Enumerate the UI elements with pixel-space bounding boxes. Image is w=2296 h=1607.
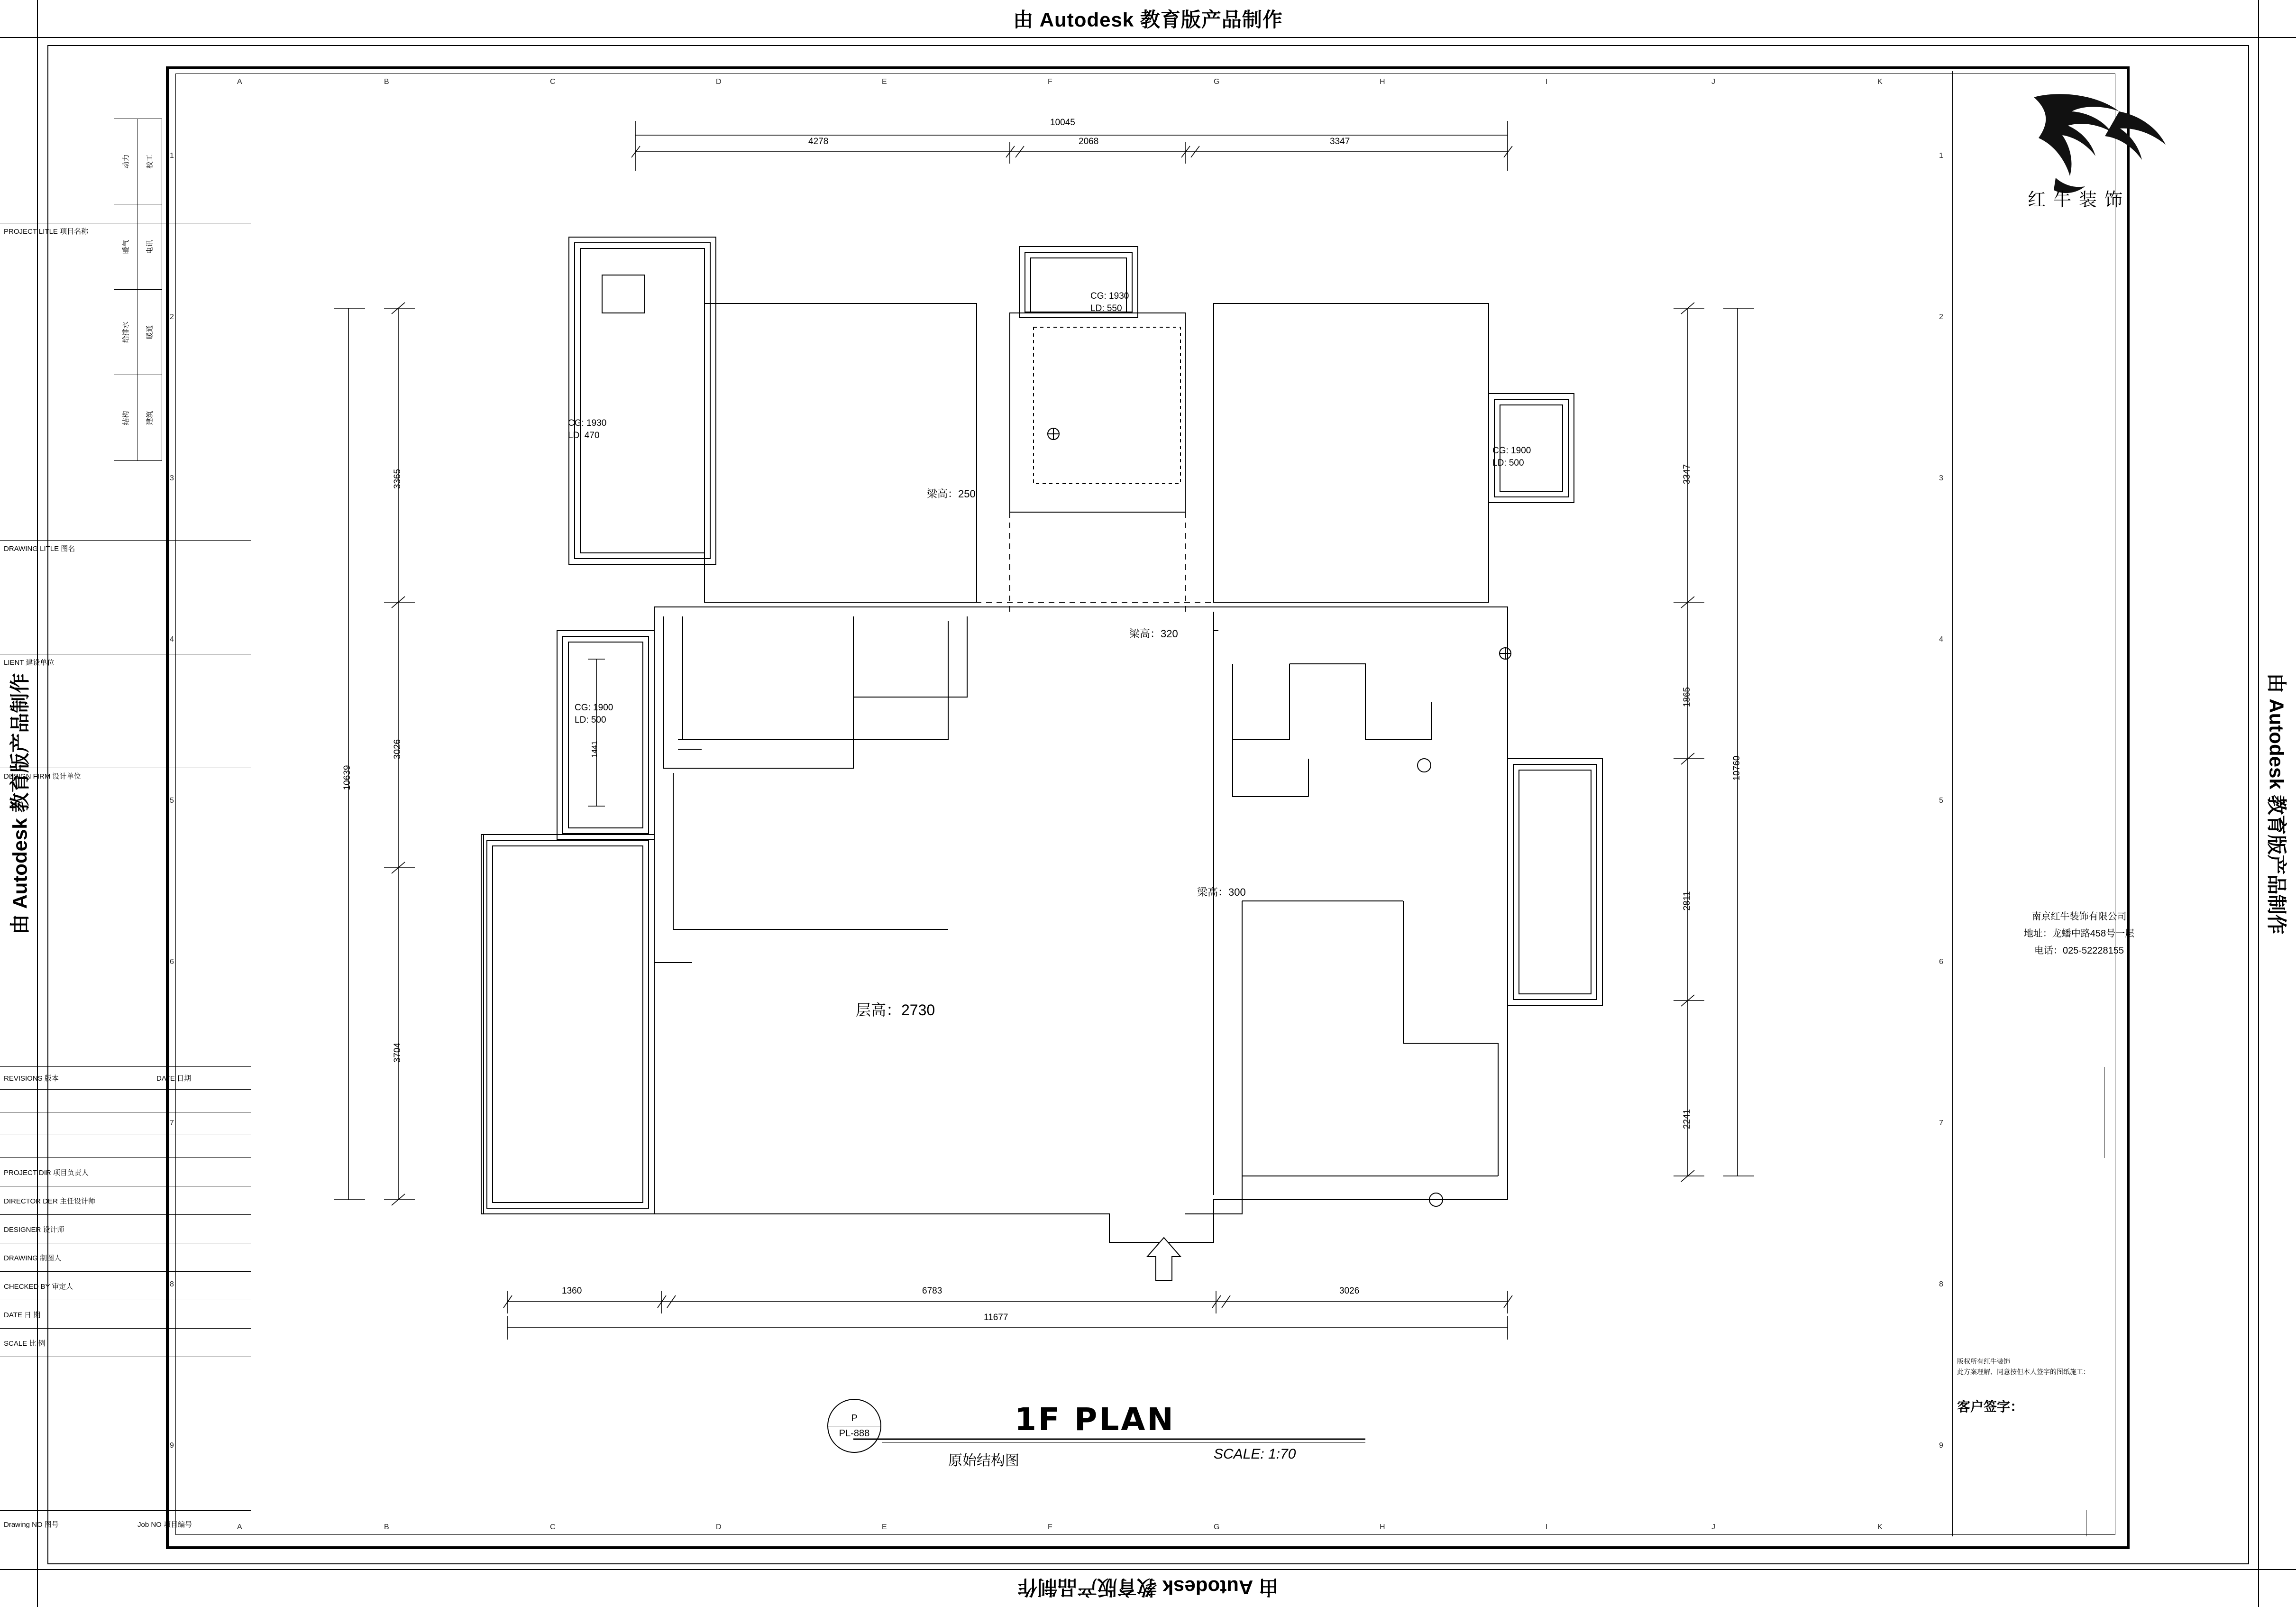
window-tag-4-cg: CG: 1900 [575,703,613,713]
ruler-letter-f-bottom: F [1048,1523,1052,1531]
tb-label-drawing-no: Drawing NO 图号 [4,1521,59,1529]
dim-top-total: 10045 [1050,118,1075,128]
ruler-number-1-left: 1 [170,152,174,160]
brand-name: 红牛装饰 [2027,189,2130,210]
stamp-label: 暖通 [146,325,154,340]
stamp-label: 暖气 [122,239,130,254]
tb-client-label: LIENT 建设单位 [4,659,55,667]
dim-left-seg-1: 3365 [393,468,402,489]
tb-revision-row-3 [0,1135,251,1158]
dim-left-seg-2: 3026 [393,739,402,760]
dim-bottom-seg-1: 1360 [562,1286,582,1296]
stamp-label: 校工 [146,154,154,169]
watermark-right-text: 由 Autodesk 教育版产品制作 [2265,673,2288,934]
ruler-number-3-right: 3 [1939,474,1943,482]
ruler-letter-h-bottom: H [1380,1523,1385,1531]
window-tag-1-cg: CG: 1930 [568,418,607,428]
plan-subtitle: 原始结构图 [948,1453,1019,1469]
dim-right-seg-4: 2241 [1682,1109,1692,1129]
tb-project-title-row [0,223,251,541]
watermark-divider-bottom [0,1569,2296,1570]
ruler-number-7-left: 7 [170,1119,174,1127]
dim-right-seg-1: 3347 [1682,464,1692,485]
dim-inner-small: 1441 [591,741,599,758]
dim-bottom-seg-2: 6783 [922,1286,942,1296]
window-tag-1-ld: LD: 470 [568,431,600,441]
dim-right-seg-2: 1865 [1682,687,1692,707]
stamp-label: 结构 [122,410,130,425]
tb-revisions-label: REVISIONS 版本 [4,1074,59,1083]
ruler-letter-e: E [882,78,887,86]
ruler-number-2-right: 2 [1939,313,1943,321]
ruler-number-7-right: 7 [1939,1119,1943,1127]
ruler-number-9-left: 9 [170,1442,174,1450]
stamp-cell-0 [114,119,137,204]
tb-label-project-dir: PROJECT DIR 项目负责人 [4,1169,89,1177]
window-tag-2-ld: LD: 550 [1090,303,1122,313]
tb-label-designer: DESIGNER 设计师 [4,1226,64,1234]
tb-label-checked-by: CHECKED BY 审定人 [4,1283,73,1291]
tb-row-drawing [0,1243,251,1272]
ruler-number-5-right: 5 [1939,797,1943,805]
tb-design-firm-row [0,768,251,1067]
ruler-letter-k: K [1877,78,1883,86]
beam-label-2: 梁高：320 [1129,628,1178,640]
dim-bottom-total: 11677 [984,1313,1008,1322]
tb-revision-date-label: DATE 日期 [156,1074,192,1083]
ruler-letter-i: I [1546,78,1548,86]
company-name: 南京红牛装饰有限公司 [2031,911,2127,922]
dim-right-seg-3: 2811 [1682,891,1692,911]
tb-label-date: DATE 日 期 [4,1311,41,1319]
ruler-letter-g: G [1214,78,1220,86]
floor-height-label: 层高：2730 [856,1001,935,1019]
stamp-cell-1 [137,119,162,204]
tb-row-date [0,1300,251,1329]
copyright-note [1957,1356,2201,1377]
ruler-letter-e-bottom: E [882,1523,887,1531]
tb-row-scale [0,1329,251,1357]
ruler-letter-c: C [550,78,556,86]
tb-project-title-label: PROJECT LITLE 项目名称 [4,228,89,236]
dim-top-seg-1: 4278 [808,137,829,147]
ruler-letter-b-bottom: B [384,1523,389,1531]
window-tag-3-ld: LD: 500 [1492,458,1524,468]
ruler-number-5-left: 5 [170,797,174,805]
company-phone: 电话：025-52228155 [2034,946,2124,956]
ruler-letter-i-bottom: I [1546,1523,1548,1531]
ruler-number-6-right: 6 [1939,958,1943,966]
sheet-inner-frame [175,73,2115,1535]
window-tag-2 [1090,290,1129,315]
company-address: 地址：龙蟠中路458号一层 [2023,928,2135,939]
ruler-letter-a-bottom: A [237,1523,242,1531]
tb-revision-row-2 [0,1112,251,1135]
tb-row-checked-by [0,1272,251,1300]
copyright-line-2: 此方案理解、同意按但本人签字的图纸施工： [1957,1368,2090,1376]
tb-drawing-title-label: DRAWING LITLE 图名 [4,545,75,553]
ruler-number-1-right: 1 [1939,152,1943,160]
ruler-letter-g-bottom: G [1214,1523,1220,1531]
tb-row-designer [0,1215,251,1243]
ruler-number-4-right: 4 [1939,635,1943,643]
dim-bottom-seg-3: 3026 [1339,1286,1360,1296]
window-tag-4 [575,702,613,726]
ruler-number-6-left: 6 [170,958,174,966]
stamp-label: 给排水 [122,321,130,343]
ruler-number-2-left: 2 [170,313,174,321]
tb-label-director: DIRECTOR DER 主任设计师 [4,1197,96,1205]
tb-row-project-dir [0,1158,251,1186]
ruler-letter-a: A [237,78,242,86]
window-tag-2-cg: CG: 1930 [1090,291,1129,301]
plan-title: 1F PLAN [1015,1401,1175,1438]
sheet-code-bubble [827,1399,881,1453]
window-tag-1 [568,417,606,442]
ruler-number-8-left: 8 [170,1280,174,1288]
dim-left-total: 10639 [342,765,352,790]
ruler-letter-f: F [1048,78,1052,86]
tb-row-numbers [0,1510,251,1536]
dim-top-seg-2: 2068 [1079,137,1099,147]
ruler-letter-d: D [716,78,722,86]
tb-drawing-title-row [0,541,251,654]
dim-top-seg-3: 3347 [1330,137,1350,147]
ruler-letter-j: J [1711,78,1715,86]
watermark-bottom: 由 Autodesk 教育版产品制作 [1017,1576,1279,1598]
ruler-letter-c-bottom: C [550,1523,556,1531]
stamp-label: 建筑 [146,410,154,425]
tb-label-job-no: Job NO 项目编号 [137,1521,192,1529]
window-tag-3 [1492,445,1531,469]
beam-label-1: 梁高：250 [927,488,976,500]
watermark-right [2259,0,2296,1607]
ruler-letter-j-bottom: J [1711,1523,1715,1531]
watermark-divider-top [0,37,2296,38]
tb-design-firm-label: DESIGN FIRM 设计单位 [4,772,81,781]
tb-label-scale: SCALE 比 例 [4,1340,46,1348]
tb-client-row [0,654,251,768]
ruler-letter-k-bottom: K [1877,1523,1883,1531]
beam-label-3: 梁高：300 [1197,886,1246,898]
tb-revisions-header [0,1067,251,1090]
company-address-block [1957,908,2201,959]
ruler-letter-d-bottom: D [716,1523,722,1531]
window-tag-4-ld: LD: 500 [575,715,606,725]
watermark-left-text: 由 Autodesk 教育版产品制作 [9,673,31,934]
ruler-number-3-left: 3 [170,474,174,482]
copyright-line-1: 版权所有红牛装饰 [1957,1358,2010,1365]
sheet-code-top: P [828,1413,880,1426]
stamp-label: 电讯 [146,239,154,254]
tb-label-drawing: DRAWING 制图人 [4,1254,62,1262]
tb-revision-row-1 [0,1090,251,1112]
window-tag-3-cg: CG: 1900 [1492,446,1531,456]
ruler-number-9-right: 9 [1939,1442,1943,1450]
ruler-letter-h: H [1380,78,1385,86]
title-block [1952,71,2205,1536]
ruler-number-4-left: 4 [170,635,174,643]
ruler-letter-b: B [384,78,389,86]
dim-left-seg-3: 3704 [393,1042,402,1063]
client-signature-label: 客户签字： [1957,1399,2024,1414]
tb-row-director [0,1186,251,1215]
stamp-label: 动力 [122,154,130,169]
sheet-code-bottom: PL-888 [839,1428,870,1439]
dim-right-total: 10760 [1732,755,1742,781]
watermark-divider-right [2258,0,2259,1607]
ruler-number-8-right: 8 [1939,1280,1943,1288]
plan-scale: SCALE: 1:70 [1214,1446,1296,1462]
watermark-top: 由 Autodesk 教育版产品制作 [1013,9,1283,31]
